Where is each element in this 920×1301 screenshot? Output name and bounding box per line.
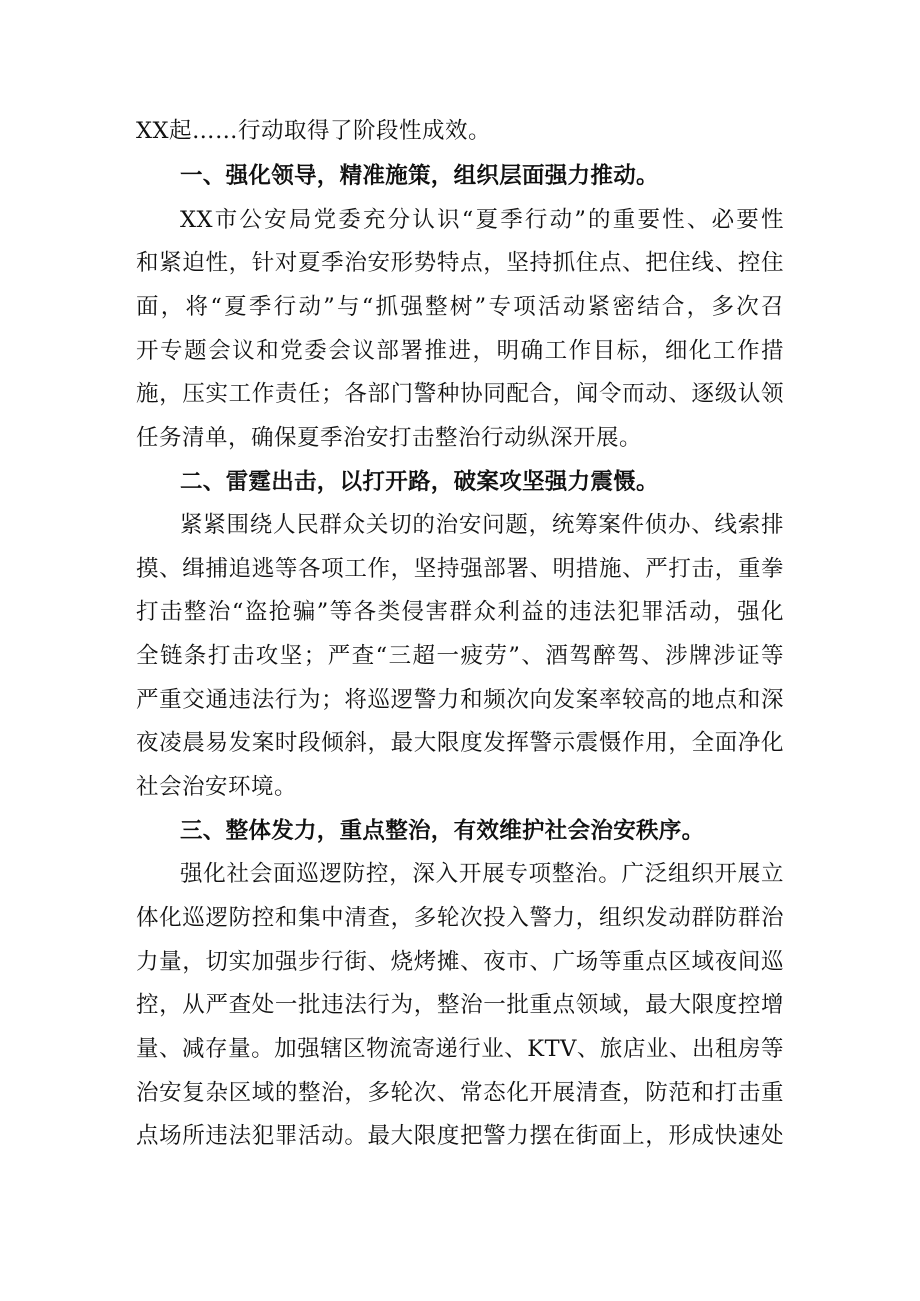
- body-text-line: 任务清单，确保夏季治安打击整治行动纵深开展。: [136, 425, 643, 451]
- body-text-line: 控，从严查处一批违法行为，整治一批重点领域，最大限度控增: [136, 992, 784, 1018]
- section-heading-2: 二、雷霆出击，以打开路，破案攻坚强力震慑。: [180, 469, 659, 495]
- body-text-line: XX起……行动取得了阶段性成效。: [136, 118, 492, 144]
- body-text-line: 施，压实工作责任；各部门警种协同配合，闻令而动、逐级认领: [136, 381, 784, 407]
- body-text-line: 夜凌晨易发案时段倾斜，最大限度发挥警示震慑作用，全面净化: [136, 730, 784, 756]
- body-text-line: XX市公安局党委充分认识“夏季行动”的重要性、必要性: [180, 207, 784, 233]
- body-text-line: 全链条打击攻坚；严查“三超一疲劳”、酒驾醉驾、涉牌涉证等: [136, 643, 784, 669]
- body-text-line: 严重交通违法行为；将巡逻警力和频次向发案率较高的地点和深: [136, 687, 784, 713]
- body-text-line: 量、减存量。加强辖区物流寄递行业、KTV、旅店业、出租房等: [136, 1036, 784, 1062]
- body-text-line: 摸、缉捕追逃等各项工作，坚持强部署、明措施、严打击，重拳: [136, 556, 784, 582]
- section-heading-3: 三、整体发力，重点整治，有效维护社会治安秩序。: [180, 818, 705, 844]
- body-text-line: 紧紧围绕人民群众关切的治安问题，统筹案件侦办、线索排: [180, 512, 784, 538]
- body-text-line: 面，将“夏季行动”与“抓强整树”专项活动紧密结合，多次召: [136, 294, 784, 320]
- body-text-line: 和紧迫性，针对夏季治安形势特点，坚持抓住点、把住线、控住: [136, 250, 784, 276]
- body-text-line: 点场所违法犯罪活动。最大限度把警力摆在街面上，形成快速处: [136, 1123, 784, 1149]
- body-text-line: 打击整治“盗抢骗”等各类侵害群众利益的违法犯罪活动，强化: [136, 599, 784, 625]
- body-text-line: 开专题会议和党委会议部署推进，明确工作目标，细化工作措: [136, 338, 784, 364]
- body-text-line: 强化社会面巡逻防控，深入开展专项整治。广泛组织开展立: [180, 861, 784, 887]
- body-text-line: 体化巡逻防控和集中清查，多轮次投入警力，组织发动群防群治: [136, 905, 784, 931]
- section-heading-1: 一、强化领导，精准施策，组织层面强力推动。: [180, 163, 659, 189]
- body-text-line: 治安复杂区域的整治，多轮次、常态化开展清查，防范和打击重: [136, 1080, 784, 1106]
- body-text-line: 力量，切实加强步行街、烧烤摊、夜市、广场等重点区域夜间巡: [136, 949, 784, 975]
- body-text-line: 社会治安环境。: [136, 774, 298, 800]
